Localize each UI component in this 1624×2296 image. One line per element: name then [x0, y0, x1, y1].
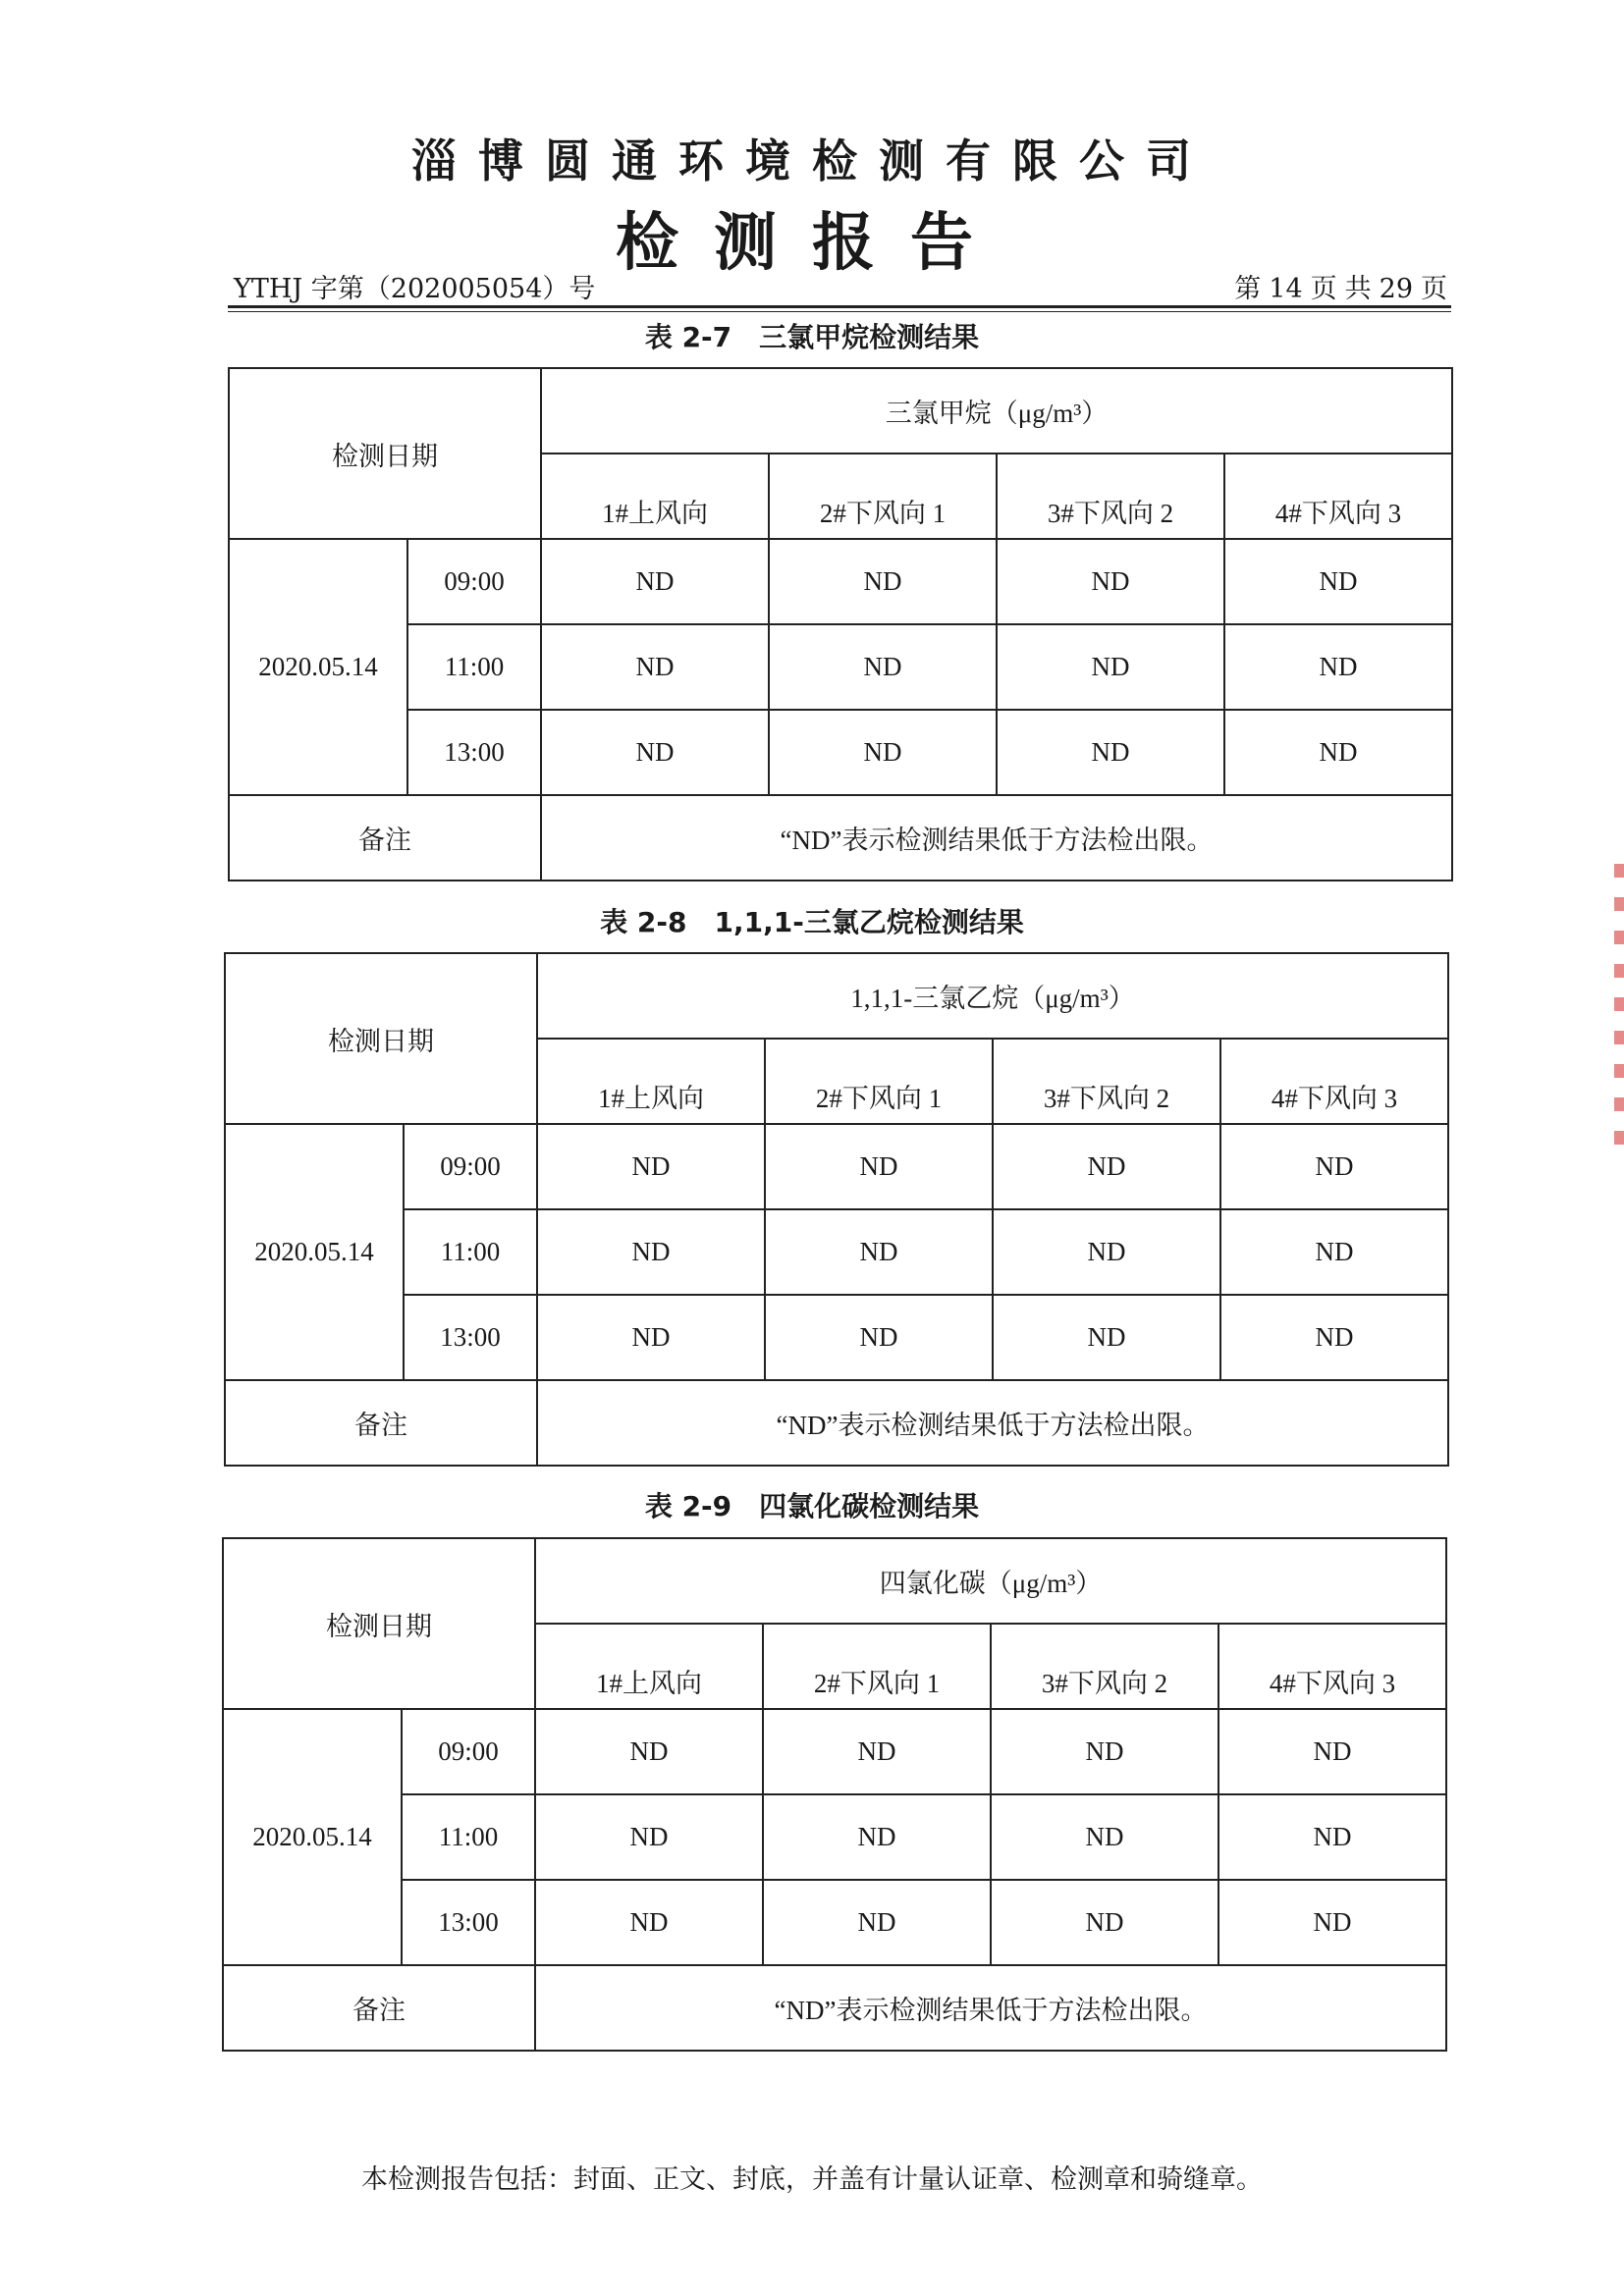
result-table-carbon-tetrachloride — [222, 1537, 1447, 2052]
result-cell: ND — [541, 624, 769, 710]
remark-row — [223, 1965, 1446, 2051]
report-title: 检测报告 — [616, 207, 1008, 280]
site-header: 2#下风向 1 — [765, 1039, 993, 1124]
result-cell: ND — [541, 539, 769, 624]
result-cell: ND — [765, 1209, 993, 1295]
result-cell: ND — [763, 1709, 991, 1794]
sample-time: 09:00 — [402, 1709, 535, 1794]
parameter-header: 四氯化碳（μg/m³） — [535, 1538, 1446, 1624]
result-cell: ND — [997, 710, 1224, 795]
sample-time: 13:00 — [404, 1295, 537, 1380]
remark-label: 备注 — [229, 795, 541, 881]
date-header: 检测日期 — [229, 368, 541, 539]
result-cell: ND — [997, 539, 1224, 624]
sample-date: 2020.05.14 — [229, 539, 407, 795]
result-cell: ND — [765, 1295, 993, 1380]
table-caption: 表 2-8 1,1,1-三氯乙烷检测结果 — [600, 906, 1024, 938]
result-cell: ND — [535, 1709, 763, 1794]
table-row — [225, 1209, 1448, 1295]
result-cell: ND — [1218, 1880, 1446, 1965]
site-header: 4#下风向 3 — [1220, 1039, 1448, 1124]
remark-text: “ND”表示检测结果低于方法检出限。 — [537, 1380, 1448, 1466]
result-table-trichloroethane — [224, 952, 1449, 1467]
date-header: 检测日期 — [225, 953, 537, 1124]
site-header: 4#下风向 3 — [1224, 454, 1452, 539]
result-cell: ND — [1220, 1209, 1448, 1295]
result-cell: ND — [537, 1209, 765, 1295]
report-number: YTHJ 字第（202005054）号 — [234, 274, 596, 304]
perforation-seal-mark — [1614, 864, 1624, 1148]
sample-date: 2020.05.14 — [225, 1124, 404, 1380]
result-cell: ND — [991, 1880, 1218, 1965]
sample-time: 09:00 — [407, 539, 541, 624]
site-header: 1#上风向 — [537, 1039, 765, 1124]
sample-time: 13:00 — [407, 710, 541, 795]
result-cell: ND — [537, 1295, 765, 1380]
page-indicator: 第 14 页 共 29 页 — [1234, 274, 1447, 304]
result-cell: ND — [763, 1880, 991, 1965]
table-row — [229, 539, 1452, 624]
remark-label: 备注 — [223, 1965, 535, 2051]
table-row — [225, 1124, 1448, 1209]
result-cell: ND — [1224, 539, 1452, 624]
result-cell: ND — [993, 1124, 1220, 1209]
result-cell: ND — [993, 1209, 1220, 1295]
sample-time: 09:00 — [404, 1124, 537, 1209]
table-caption: 表 2-7 三氯甲烷检测结果 — [644, 321, 980, 353]
page-current: 14 — [1269, 274, 1303, 304]
header-rule-thick — [228, 305, 1451, 308]
result-cell: ND — [765, 1124, 993, 1209]
sample-time: 11:00 — [407, 624, 541, 710]
site-header: 3#下风向 2 — [993, 1039, 1220, 1124]
sample-time: 11:00 — [404, 1209, 537, 1295]
result-cell: ND — [993, 1295, 1220, 1380]
result-cell: ND — [537, 1124, 765, 1209]
site-header: 3#下风向 2 — [991, 1624, 1218, 1709]
remark-text: “ND”表示检测结果低于方法检出限。 — [541, 795, 1452, 881]
parameter-header: 三氯甲烷（μg/m³） — [541, 368, 1452, 454]
result-cell: ND — [997, 624, 1224, 710]
sample-time: 11:00 — [402, 1794, 535, 1880]
parameter-header: 1,1,1-三氯乙烷（μg/m³） — [537, 953, 1448, 1039]
remark-label: 备注 — [225, 1380, 537, 1466]
table-row — [223, 1709, 1446, 1794]
result-cell: ND — [535, 1880, 763, 1965]
table-row — [229, 624, 1452, 710]
remark-text: “ND”表示检测结果低于方法检出限。 — [535, 1965, 1446, 2051]
result-cell: ND — [1218, 1709, 1446, 1794]
remark-row — [229, 795, 1452, 881]
result-cell: ND — [769, 624, 997, 710]
table-row — [223, 1794, 1446, 1880]
table-row — [229, 710, 1452, 795]
remark-row — [225, 1380, 1448, 1466]
site-header: 2#下风向 1 — [769, 454, 997, 539]
site-header: 2#下风向 1 — [763, 1624, 991, 1709]
table-caption: 表 2-9 四氯化碳检测结果 — [644, 1490, 980, 1522]
sample-date: 2020.05.14 — [223, 1709, 402, 1965]
result-cell: ND — [763, 1794, 991, 1880]
result-cell: ND — [1224, 710, 1452, 795]
table-row — [223, 1880, 1446, 1965]
result-cell: ND — [1220, 1124, 1448, 1209]
site-header: 1#上风向 — [541, 454, 769, 539]
date-header: 检测日期 — [223, 1538, 535, 1709]
site-header: 1#上风向 — [535, 1624, 763, 1709]
result-cell: ND — [1218, 1794, 1446, 1880]
result-cell: ND — [769, 539, 997, 624]
company-name: 淄博圆通环境检测有限公司 — [411, 134, 1213, 187]
site-header: 3#下风向 2 — [997, 454, 1224, 539]
result-cell: ND — [1220, 1295, 1448, 1380]
result-cell: ND — [541, 710, 769, 795]
result-cell: ND — [769, 710, 997, 795]
result-cell: ND — [1224, 624, 1452, 710]
table-row — [225, 1295, 1448, 1380]
result-cell: ND — [991, 1709, 1218, 1794]
sample-time: 13:00 — [402, 1880, 535, 1965]
header-rule-thin — [228, 311, 1451, 312]
result-cell: ND — [991, 1794, 1218, 1880]
page-total: 29 — [1379, 274, 1413, 304]
result-table-chloroform — [228, 367, 1453, 881]
footer-note: 本检测报告包括：封面、正文、封底，并盖有计量认证章、检测章和骑缝章。 — [361, 2164, 1263, 2195]
site-header: 4#下风向 3 — [1218, 1624, 1446, 1709]
result-cell: ND — [535, 1794, 763, 1880]
